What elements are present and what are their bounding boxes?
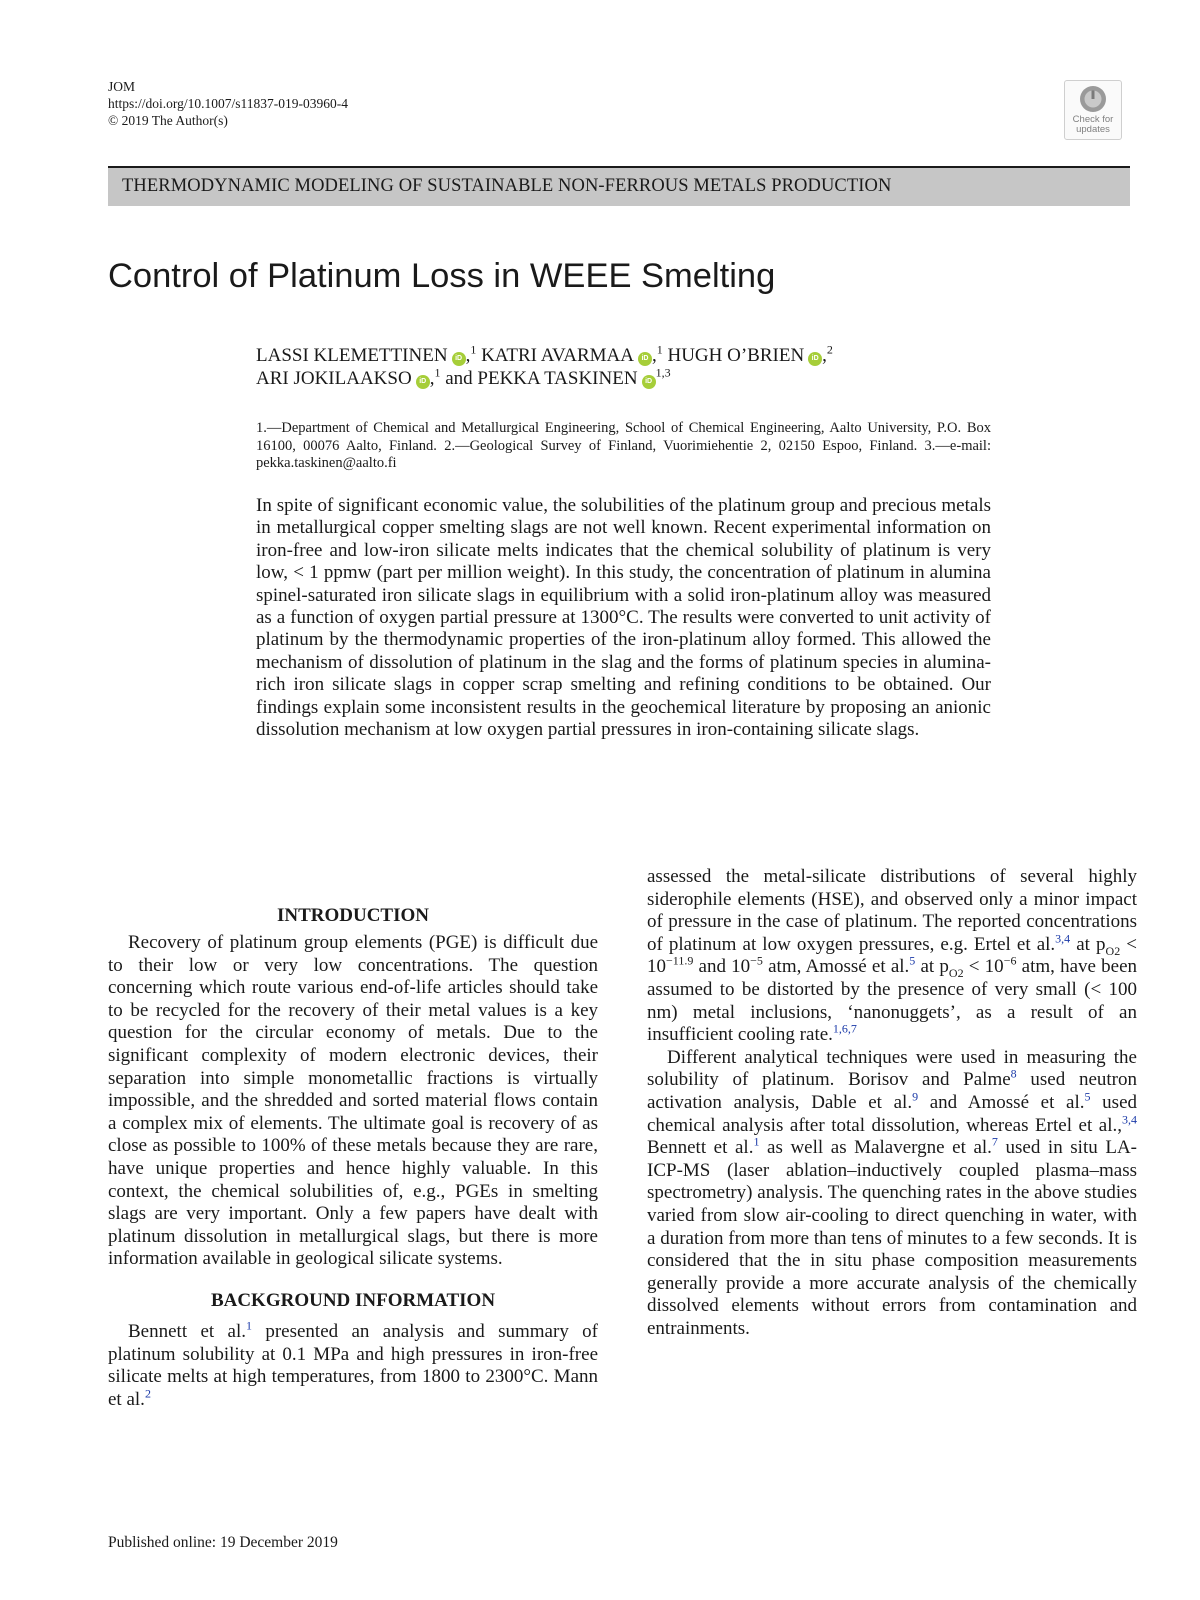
citation-link[interactable]: 3,4 [1122, 1112, 1137, 1127]
author-name[interactable]: PEKKA TASKINEN [477, 368, 638, 389]
background-paragraph-1-continued: assessed the metal-silicate distributions of several highly siderophile elements (HSE), and observed only a minor impact of pressure in the case of platinum. The reported concentrations of platinum at low oxygen pressures, e.g. Ertel et al.$^{3,4}$ at $p_{O2} < 10^{-11.9}$ and $10^{-5}$ atm, Amossé et al.$^5$ at $p_{O2} < 10^{-6}$ atm, have been assumed to be distorted by the presence of very small (< 100 nm) metal inclusions, ‘nanonuggets’, as a result of an insufficient cooling rate.$^{1,6,7}$ [647, 866, 1138, 1046]
right-column [647, 866, 1137, 1340]
section-banner [108, 168, 1130, 206]
section-heading-introduction: INTRODUCTION [276, 905, 430, 926]
orcid-icon[interactable]: iD [638, 352, 652, 366]
orcid-icon[interactable]: iD [416, 375, 430, 389]
background-paragraph-2: Different analytical techniques were used in measuring the solubility of platinum. Borisov and Palme$^8$ used neutron activation analysis, Dable et al.$^9$ and Amossé et al.$^5$ used chemical analysis after total dissolution, whereas Ertel et al.,$^{3,4}$ Bennett et al.$^1$ as well as Malavergne et al.$^7$ used in situ LA-ICP-MS (laser ablation–inductively coupled plasma–mass spectrometry) analysis. The quenching rates in the above studies varied from slow air-cooling to direct quenching in water, with a duration from more than tens of minutes to a few seconds. It is considered that the in situ phase composition measurements generally provide a more accurate analysis of the chemically dissolved elements without errors from contamination and entrainments. [647, 1046, 1138, 1339]
citation-link[interactable]: 8 [1010, 1067, 1017, 1082]
citation-link[interactable]: 1,6,7 [832, 1021, 857, 1036]
article-title: Control of Platinum Loss in WEEE Smelting [108, 257, 776, 295]
citation-link[interactable]: 5 [1084, 1089, 1091, 1104]
check-updates-icon [1078, 84, 1108, 114]
citation-link[interactable]: 2 [144, 1386, 151, 1401]
author-affiliation: 1 [434, 365, 441, 380]
citation-link[interactable]: 3,4 [1055, 931, 1071, 946]
author-affiliation: 1 [656, 342, 663, 357]
orcid-icon[interactable]: iD [642, 375, 656, 389]
journal-name: JOM [108, 79, 136, 94]
citation-link[interactable]: 1 [753, 1134, 760, 1149]
check-updates-line1: Check for [1072, 114, 1114, 125]
published-date: Published online: 19 December 2019 [108, 1534, 338, 1551]
check-for-updates-button[interactable] [1064, 80, 1122, 140]
citation-link[interactable]: 9 [912, 1089, 919, 1104]
section-banner-text: THERMODYNAMIC MODELING OF SUSTAINABLE NON-FERROUS METALS PRODUCTION [122, 176, 892, 196]
authors-and: and [445, 368, 473, 389]
abstract: In spite of significant economic value, the solubilities of the platinum group and precious metals in metallurgical copper smelting slags are not well known. Recent experimental information on iron-free and low-iron silicate melts indicates that the chemical solubility of platinum is very low, < 1 ppmw (part per million weight). In this study, the concentration of platinum in alumina spinel-saturated iron silicate slags in equilibrium with a solid iron-platinum alloy was measured as a function of oxygen partial pressure at 1300°C. The results were converted to unit activity of platinum by the thermodynamic properties of the iron-platinum alloy formed. This allowed the mechanism of dissolution of platinum in the slag and the forms of platinum species in alumina-rich iron silicate slags in copper scrap smelting and refining conditions to be obtained. Our findings explain some inconsistent results in the geochemical literature by proposing an anionic dissolution mechanism at low oxygen partial pressures in iron-containing silicate slags. [256, 495, 991, 741]
citation-link[interactable]: 7 [991, 1134, 998, 1149]
affiliations: 1.—Department of Chemical and Metallurgical Engineering, School of Chemical Engineering, Aalto University, P.O. Box 16100, 00076 Aalto, Finland. 2.—Geological Survey of Finland, Vuorimiehentie 2, 02150 Espoo, Finland. 3.—e-mail: pekka.taskinen@aalto.fi [256, 420, 991, 471]
orcid-icon[interactable]: iD [808, 352, 822, 366]
citation-link[interactable]: 5 [909, 954, 916, 969]
intro-paragraph: Recovery of platinum group elements (PGE) is difficult due to their low or very low concentrations. The question concerning which route various end-of-life articles should take to be recycled for the recovery of their metal values is a key question for the circular economy of metals. Due to the significant complexity of modern electronic devices, their separation into simple monometallic fractions is virtually impossible, and the shredded and sorted material flows contain a complex mix of elements. The ultimate goal is recovery of as close as possible to 100% of these metals because they are rare, have unique properties and hence highly valuable. In this context, the chemical solubilities of, e.g., PGEs in smelting slags are very important. Only a few papers have dealt with platinum dissolution in metallurgical slags, but there is more information available in geological silicate systems. [108, 932, 598, 1270]
copyright: © 2019 The Author(s) [108, 113, 228, 128]
doi-link[interactable]: https://doi.org/10.1007/s11837-019-03960-4 [108, 96, 349, 111]
author-affiliation: 2 [826, 342, 833, 357]
author-name[interactable]: LASSI KLEMETTINEN [256, 345, 448, 366]
author-name[interactable]: ARI JOKILAAKSO [256, 368, 412, 389]
check-updates-line2: updates [1076, 124, 1110, 135]
author-list: LASSI KLEMETTINEN iD ,$^1$ KATRI AVARMAA iD ,$^1$ HUGH O’BRIEN iD ,$^2$ ARI JOKILAAKSO iD ,$^1$ and PEKKA TASKINEN iD$^{1,3}$ [256, 342, 833, 389]
background-paragraph-1: Bennett et al.$^1$ presented an analysis and summary of platinum solubility at 0.1 MPa and high pressures in iron-free silicate melts at high temperatures, from 1800 to 2300°C. Mann et al.$^2$ [108, 1318, 598, 1410]
orcid-icon[interactable]: iD [452, 352, 466, 366]
author-affiliation: 1,3 [655, 365, 671, 380]
article-meta [108, 78, 348, 129]
section-heading-background: BACKGROUND INFORMATION [210, 1289, 496, 1311]
left-column [108, 905, 598, 1411]
author-affiliation: 1 [470, 342, 477, 357]
author-name[interactable]: HUGH O’BRIEN [667, 345, 805, 366]
author-name[interactable]: KATRI AVARMAA [481, 345, 634, 366]
citation-link[interactable]: 1 [245, 1318, 252, 1333]
